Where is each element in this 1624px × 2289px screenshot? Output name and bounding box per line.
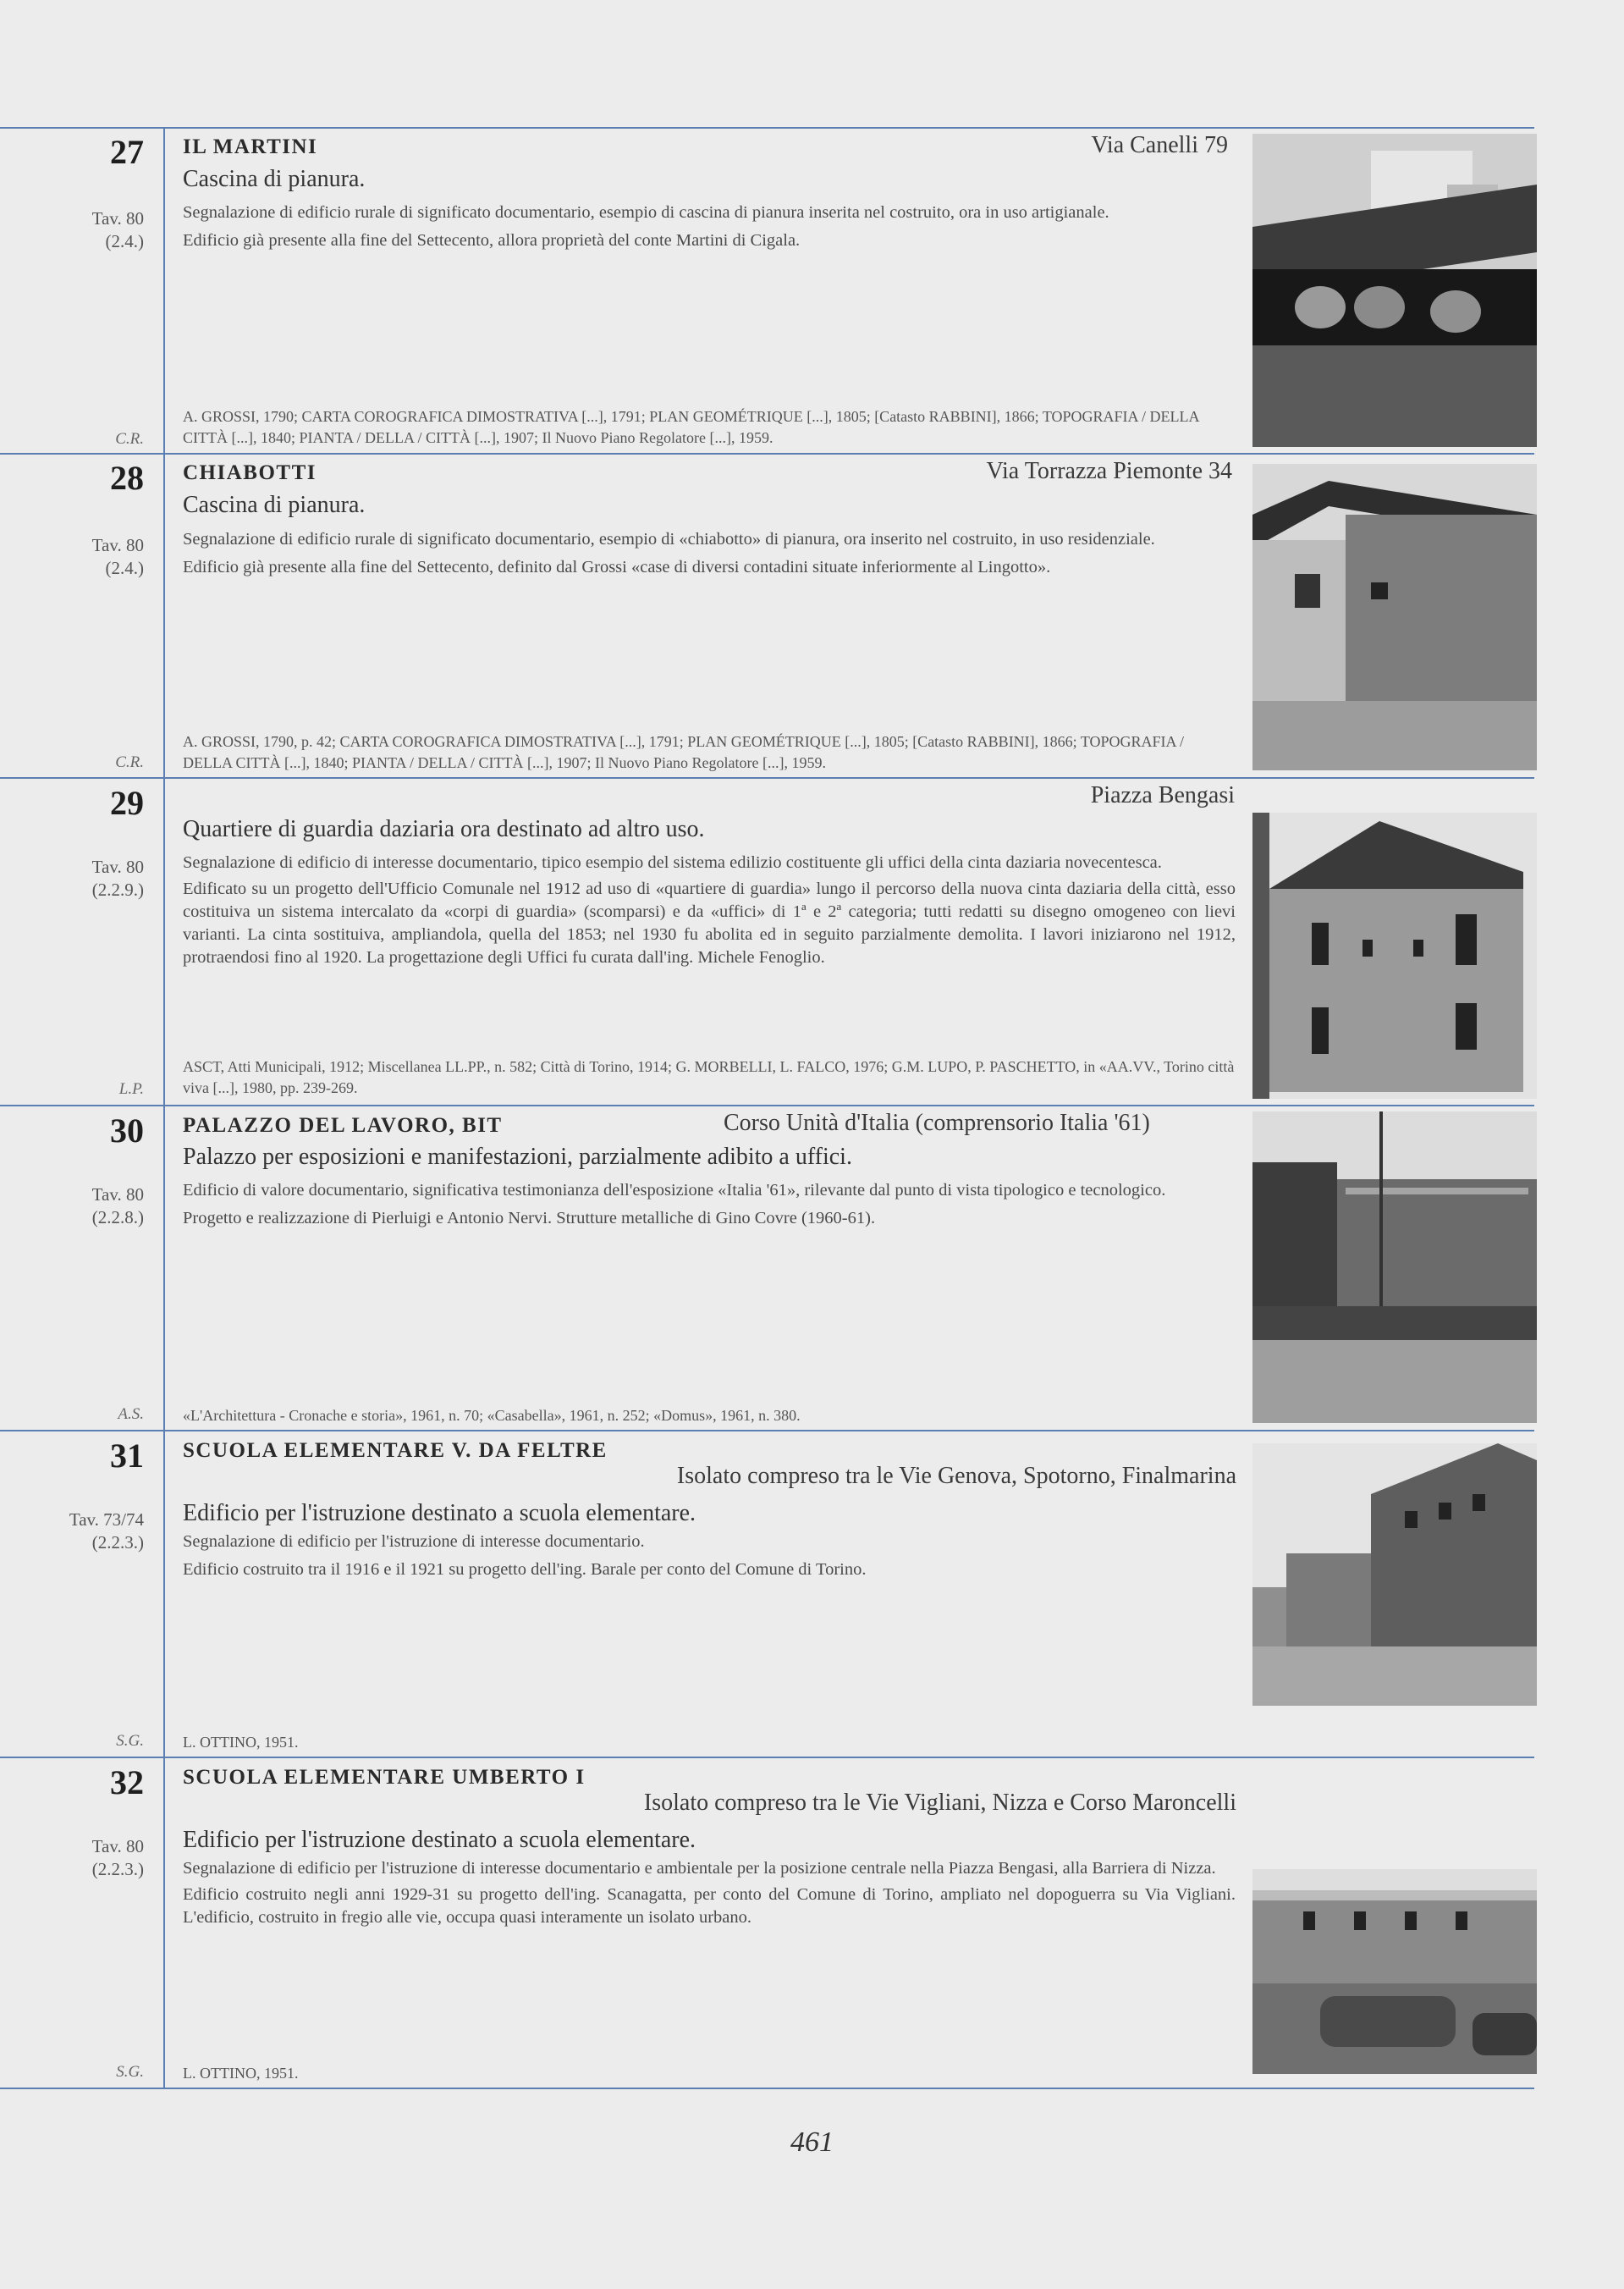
column-divider <box>163 127 165 2089</box>
entry-number: 29 <box>110 784 144 822</box>
entry-subtitle: Quartiere di guardia daziaria ora destinato ad altro uso. <box>183 816 705 842</box>
entry-author: C.R. <box>115 753 144 771</box>
entry-bibliography: L. OTTINO, 1951. <box>183 1734 299 1751</box>
entry-address: Isolato compreso tra le Vie Vigliani, Nizza e Corso Maroncelli <box>643 1790 1236 1816</box>
entry-photo <box>1252 464 1537 770</box>
entry-number: 27 <box>110 133 144 171</box>
paragraph: Segnalazione di edificio di interesse documentario, tipico esempio del sistema edilizio costituente gli uffici della cinta daziaria novecentesca. <box>183 853 1162 872</box>
entry-code: (2.2.9.) <box>91 880 144 900</box>
entry-tav: Tav. 80 <box>91 535 144 555</box>
entry-title: IL MARTINI <box>183 135 318 158</box>
entry-photo <box>1252 134 1537 447</box>
farmhouse-photo <box>1252 134 1537 447</box>
rural-house-photo <box>1252 464 1537 770</box>
separator-line <box>0 1105 1534 1106</box>
entry-bibliography: ASCT, Atti Municipali, 1912; Miscellanea LL.PP., n. 582; Città di Torino, 1914; G. MORBELLI, L. FALCO, 1976; G.M. LUPO, P. PASCHETTO, in «AA.VV., Torino città viva [...], 1980, pp. 239-269. <box>183 1058 1235 1096</box>
paragraph: Segnalazione di edificio rurale di significato documentario, esempio di cascina di pianura inserita nel costruito, ora in uso artigianale. <box>183 203 1109 222</box>
paragraph: Progetto e realizzazione di Pierluigi e Antonio Nervi. Strutture metalliche di Gino Covre (1960-61). <box>183 1209 876 1227</box>
separator-line <box>0 1430 1534 1431</box>
entry-author: S.G. <box>116 1732 144 1750</box>
entry-address: Corso Unità d'Italia (comprensorio Italia '61) <box>724 1110 1150 1136</box>
paragraph: Segnalazione di edificio per l'istruzione di interesse documentario e ambientale per la posizione centrale nella Piazza Bengasi, alla Barriera di Nizza. <box>183 1859 1216 1878</box>
separator-line <box>0 127 1534 129</box>
entry-text <box>183 528 1236 579</box>
entry-text <box>183 201 1236 252</box>
entry-address: Via Torrazza Piemonte 34 <box>986 458 1232 484</box>
paragraph: Edificio costruito negli anni 1929-31 su progetto dell'ing. Scanagatta, per conto del Comune di Torino, ampliato nel dopoguerra su Via Vigliani. L'edificio, costruito in fregio alle vie, occupa quasi interamente un isolato urbano. <box>183 1885 1236 1927</box>
entry-author: C.R. <box>115 430 144 448</box>
entry-address: Piazza Bengasi <box>1090 782 1235 808</box>
entry-bibliography: A. GROSSI, 1790; CARTA COROGRAFICA DIMOSTRATIVA [...], 1791; PLAN GEOMÉTRIQUE [...], 1805; [Catasto RABBINI], 1866; TOPOGRAFIA / DELLA CITTÀ [...], 1840; PIANTA / DELLA / CITTÀ [...], 1907; Il Nuovo Piano Regolatore [...], 1959. <box>183 408 1199 446</box>
entry-title: SCUOLA ELEMENTARE V. DA FELTRE <box>183 1439 608 1462</box>
paragraph: Edificio già presente alla fine del Settecento, definito dal Grossi «case di diversi contadini situate inferiormente al Lingotto». <box>183 558 1051 576</box>
entry-text <box>183 1179 1236 1230</box>
separator-line <box>0 2088 1534 2089</box>
paragraph: Edificato su un progetto dell'Ufficio Comunale nel 1912 ad uso di «quartiere di guardia» lungo il percorso della nuova cinta daziaria della città, esso costituiva un sistema intercalato da «corpi di guardia» (scomparsi) e da «uffici» di 1ª e 2ª categoria; tutti redatti su disegno omogeneo con lievi varianti. La cinta sostituiva, ampliandola, quella del 1853; nel 1930 fu abolita ed in seguito parzialmente demolita. I lavori iniziarono nel 1912, protraendosi fino al 1920. La progettazione degli Uffici fu curata dall'ing. Michele Fenoglio. <box>183 880 1236 967</box>
paragraph: Segnalazione di edificio per l'istruzione di interesse documentario. <box>183 1532 645 1551</box>
entry-code: (2.2.3.) <box>91 1859 144 1879</box>
entry-subtitle: Edificio per l'istruzione destinato a scuola elementare. <box>183 1827 696 1853</box>
entry-bibliography: L. OTTINO, 1951. <box>183 2065 299 2082</box>
page-number: 461 <box>790 2126 834 2158</box>
entry-text <box>183 1857 1236 1929</box>
entry-subtitle: Palazzo per esposizioni e manifestazioni, parzialmente adibito a uffici. <box>183 1144 852 1170</box>
entry-tav: Tav. 80 <box>91 1184 144 1205</box>
entry-text <box>183 852 1236 969</box>
entry-title: PALAZZO DEL LAVORO, BIT <box>183 1114 503 1137</box>
entry-code: (2.4.) <box>105 558 144 578</box>
entry-code: (2.2.3.) <box>91 1532 144 1553</box>
entry-photo <box>1252 1869 1537 2074</box>
paragraph: Edificio costruito tra il 1916 e il 1921 su progetto dell'ing. Barale per conto del Comune di Torino. <box>183 1560 867 1579</box>
entry-subtitle: Cascina di pianura. <box>183 166 366 192</box>
entry-code: (2.4.) <box>105 231 144 251</box>
entry-subtitle: Cascina di pianura. <box>183 492 366 518</box>
entry-tav: Tav. 80 <box>91 208 144 229</box>
entry-text <box>183 1531 1236 1581</box>
school-feltre-photo <box>1252 1443 1537 1706</box>
paragraph: Edificio di valore documentario, significativa testimonianza dell'esposizione «Italia '61», rilevante dal punto di vista tipologico e tecnologico. <box>183 1181 1166 1200</box>
entry-number: 28 <box>110 459 144 497</box>
entry-address: Isolato compreso tra le Vie Genova, Spotorno, Finalmarina <box>676 1463 1236 1489</box>
entry-tav: Tav. 80 <box>91 1836 144 1856</box>
entry-bibliography: «L'Architettura - Cronache e storia», 1961, n. 70; «Casabella», 1961, n. 252; «Domus», 1961, n. 380. <box>183 1407 801 1424</box>
separator-line <box>0 453 1534 455</box>
school-umberto-photo <box>1252 1869 1537 2074</box>
palazzo-lavoro-photo <box>1252 1111 1537 1423</box>
entry-number: 32 <box>110 1763 144 1801</box>
entry-title: SCUOLA ELEMENTARE UMBERTO I <box>183 1766 586 1789</box>
entry-photo <box>1252 1443 1537 1706</box>
separator-line <box>0 777 1534 779</box>
entry-tav: Tav. 80 <box>91 857 144 877</box>
entry-title: CHIABOTTI <box>183 461 317 484</box>
separator-line <box>0 1757 1534 1758</box>
entry-tav: Tav. 73/74 <box>69 1509 144 1530</box>
entry-subtitle: Edificio per l'istruzione destinato a scuola elementare. <box>183 1500 696 1526</box>
entry-number: 30 <box>110 1111 144 1150</box>
entry-code: (2.2.8.) <box>91 1207 144 1227</box>
entry-bibliography: A. GROSSI, 1790, p. 42; CARTA COROGRAFICA DIMOSTRATIVA [...], 1791; PLAN GEOMÉTRIQUE [...], 1805; [Catasto RABBINI], 1866; TOPOGRAFIA / DELLA CITTÀ [...], 1840; PIANTA / DELLA / CITTÀ [...], 1907; Il Nuovo Piano Regolatore [...], 1959. <box>183 733 1185 771</box>
entry-author: S.G. <box>116 2063 144 2081</box>
entry-author: A.S. <box>118 1405 144 1423</box>
entry-number: 31 <box>110 1437 144 1475</box>
entry-author: L.P. <box>118 1080 144 1098</box>
guardhouse-photo <box>1252 813 1537 1099</box>
entry-photo <box>1252 1111 1537 1423</box>
paragraph: Edificio già presente alla fine del Settecento, allora proprietà del conte Martini di Cigala. <box>183 231 801 250</box>
entry-photo <box>1252 813 1537 1099</box>
paragraph: Segnalazione di edificio rurale di significato documentario, esempio di «chiabotto» di pianura, ora inserito nel costruito, in uso residenziale. <box>183 530 1155 549</box>
entry-address: Via Canelli 79 <box>1091 132 1228 158</box>
